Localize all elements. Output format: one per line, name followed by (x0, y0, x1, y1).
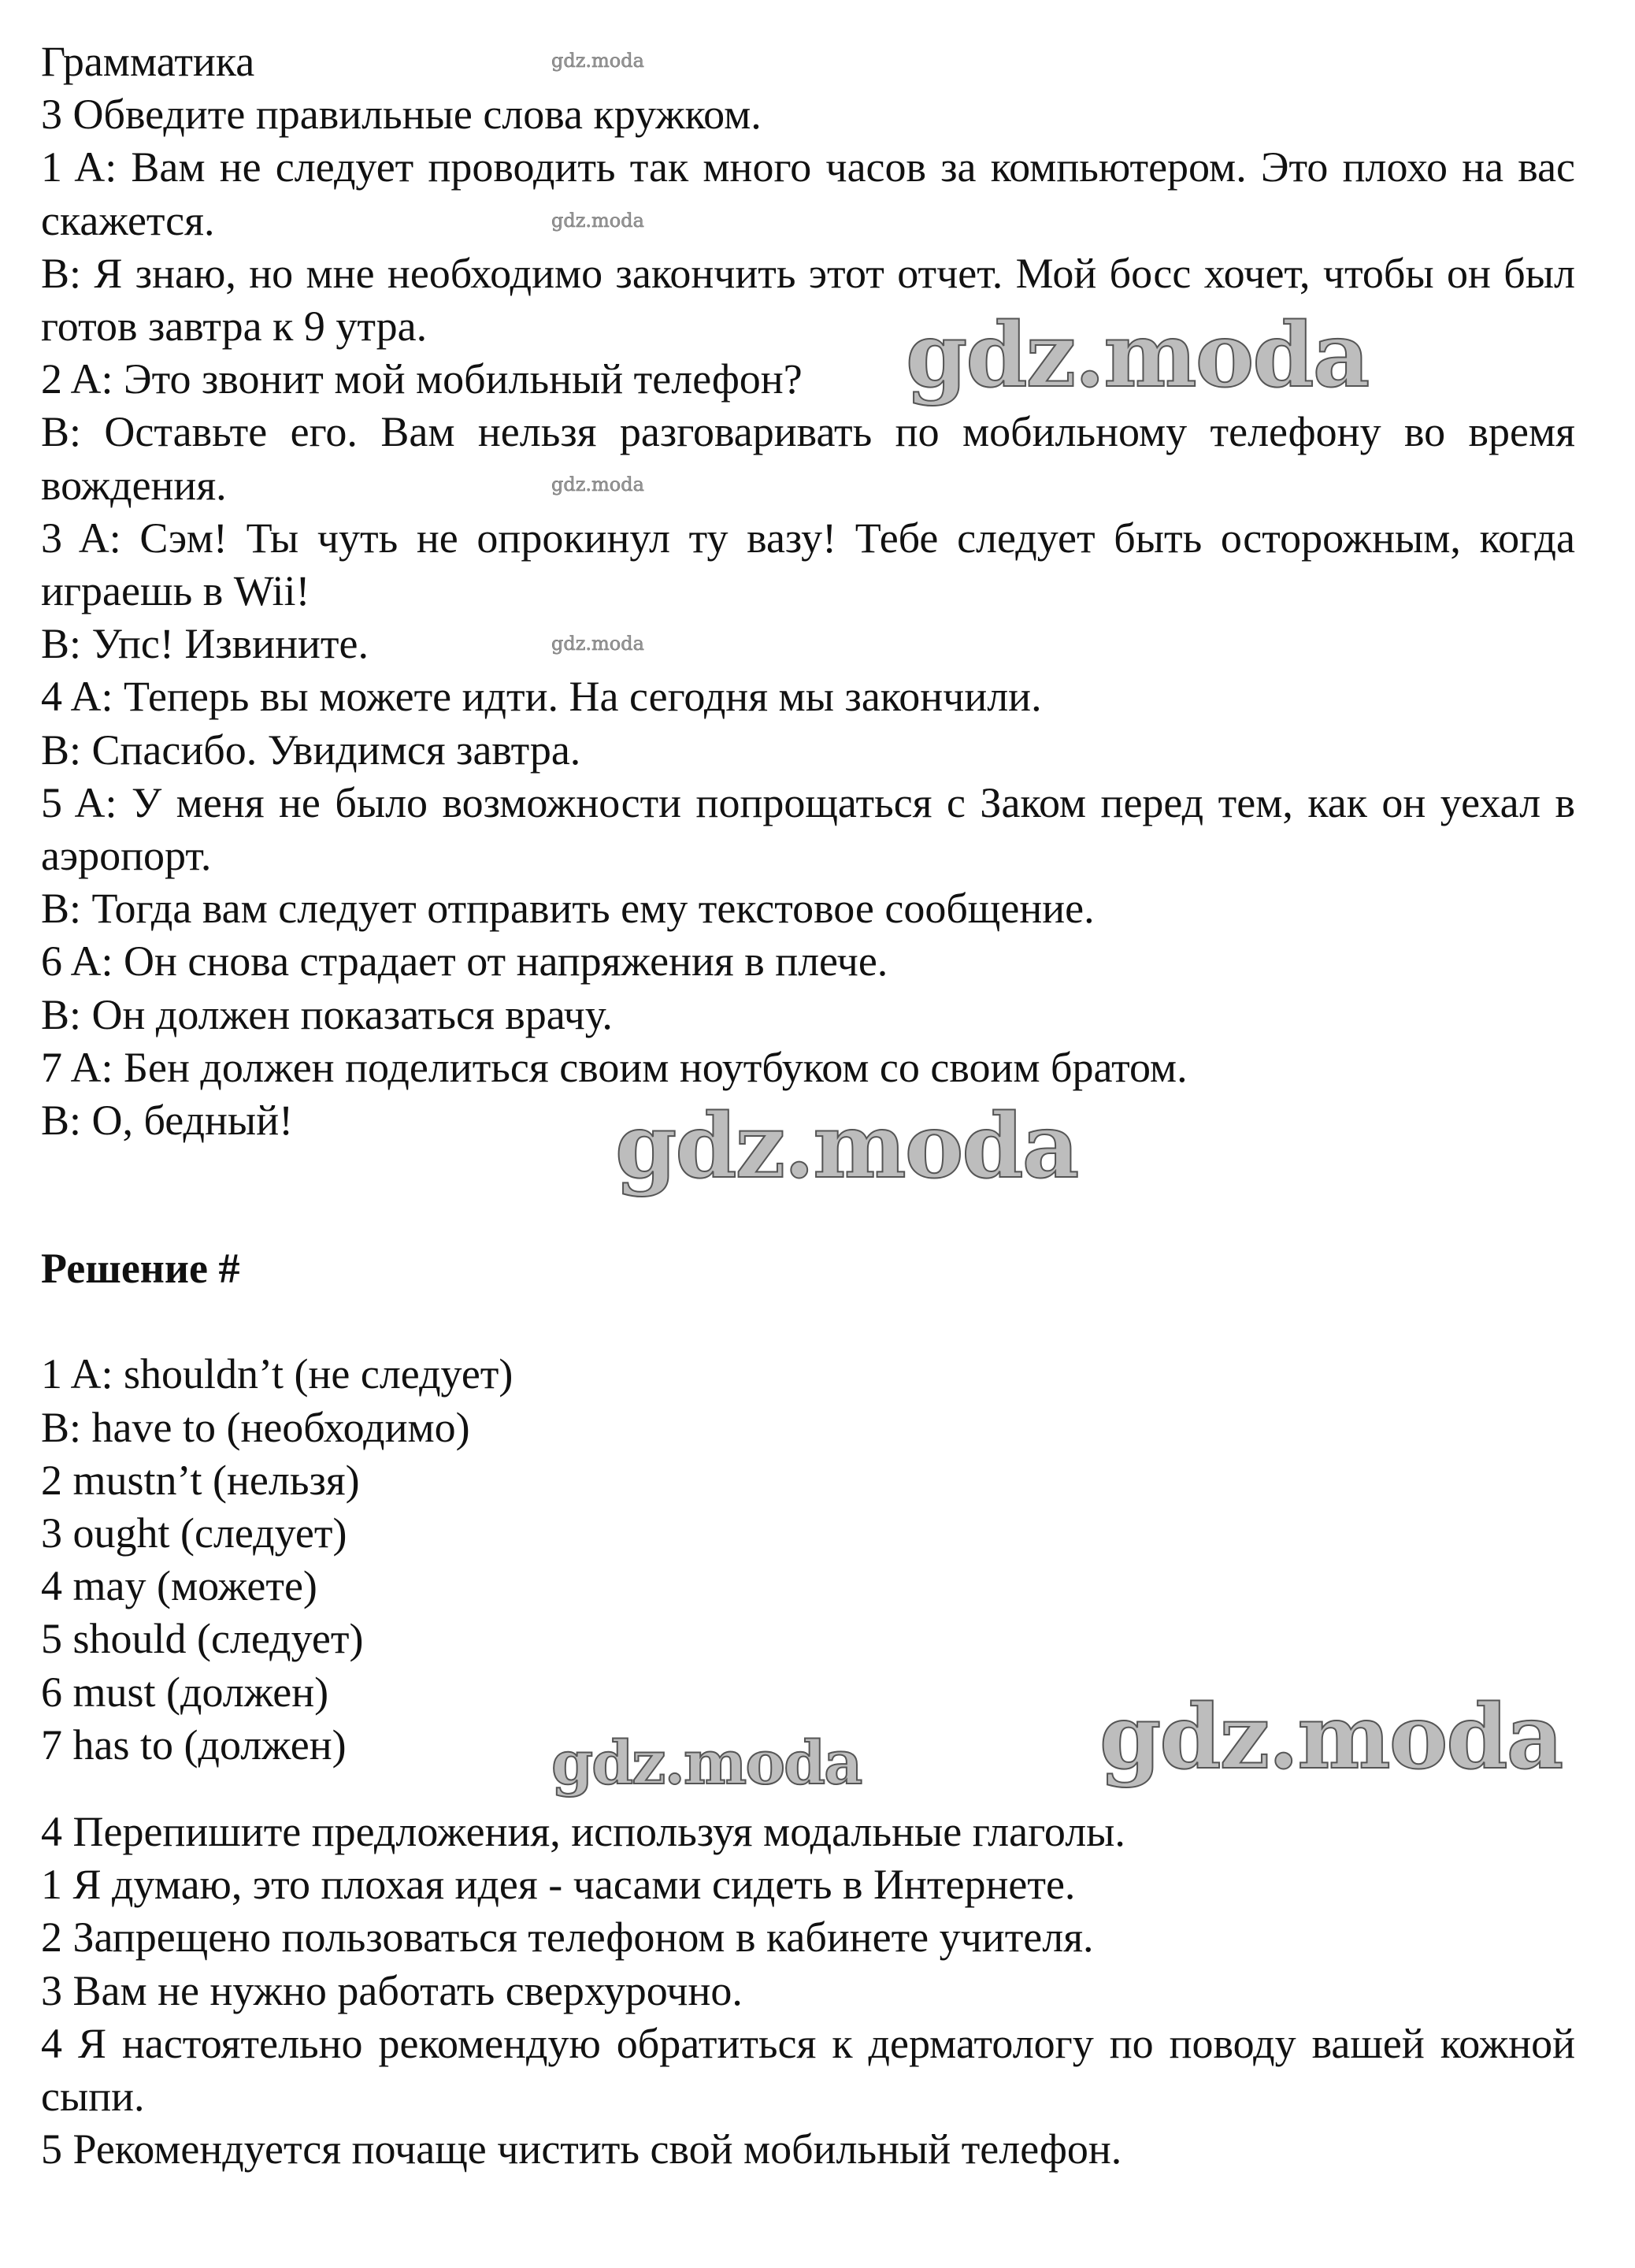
task-heading: 3 Обведите правильные слова кружком. (41, 91, 762, 139)
answer-line: 5 should (следует) (41, 1615, 364, 1663)
exercise-3 (41, 35, 1575, 1147)
watermark: gdz.moda (551, 633, 644, 655)
dialogue-line: B: Упс! Извините. (41, 620, 369, 668)
watermark: gdz.moda (551, 210, 644, 232)
sentence-line: 5 Рекомендуется почаще чистить свой мобильный телефон. (41, 2125, 1122, 2173)
watermark: gdz.moda (1099, 1686, 1563, 1789)
exercise-4 (41, 1806, 1575, 2176)
dialogue-line: B: Он должен показаться врачу. (41, 990, 613, 1038)
watermark: gdz.moda (551, 1728, 862, 1798)
sentence-line: 2 Запрещено пользоваться телефоном в кабинете учителя. (41, 1914, 1094, 1962)
dialogue-line: 6 A: Он снова страдает от напряжения в плече. (41, 937, 888, 986)
answer-line: 6 must (должен) (41, 1668, 329, 1716)
sentence-line: 3 Вам не нужно работать сверхурочно. (41, 1966, 743, 2014)
task-heading: 4 Перепишите предложения, используя модальные глаголы. (41, 1808, 1125, 1855)
dialogue-line: B: Тогда вам следует отправить ему текстовое сообщение. (41, 885, 1095, 933)
answer-line: 4 may (можете) (41, 1562, 317, 1610)
section-title: Грамматика (41, 38, 255, 85)
watermark: gdz.moda (551, 50, 644, 72)
watermark: gdz.moda (906, 304, 1369, 407)
sentence-line: 4 Я настоятельно рекомендую обратиться к дерматологу по поводу вашей кожной сыпи. (41, 2019, 1575, 2121)
answer-line: B: have to (необходимо) (41, 1403, 470, 1451)
answer-line: 1 A: shouldn’t (не следует) (41, 1350, 513, 1398)
answer-line: 7 has to (должен) (41, 1720, 347, 1769)
solution-heading: Решение # (41, 1245, 240, 1292)
dialogue-line: B: О, бедный! (41, 1097, 294, 1145)
dialogue-line: B: Я знаю, но мне необходимо закончить этот отчет. Мой босс хочет, чтобы он был готов завтра к 9 утра. (41, 249, 1575, 351)
dialogue-line: B: Оставьте его. Вам нельзя разговаривать по мобильному телефону во время вождения. (41, 408, 1575, 509)
dialogue-line: 2 A: Это звонит мой мобильный телефон? (41, 355, 803, 403)
dialogue-line: 1 A: Вам не следует проводить так много часов за компьютером. Это плохо на вас скажется. (41, 143, 1575, 244)
dialogue-line: 7 A: Бен должен поделиться своим ноутбуком со своим братом. (41, 1043, 1188, 1091)
dialogue-line: 3 A: Сэм! Ты чуть не опрокинул ту вазу! Тебе следует быть осторожным, когда играешь в Wii! (41, 514, 1575, 615)
dialogue-line: 4 A: Теперь вы можете идти. На сегодня мы закончили. (41, 673, 1042, 721)
dialogue-line: B: Спасибо. Увидимся завтра. (41, 726, 581, 774)
answer-line: 2 mustn’t (нельзя) (41, 1456, 360, 1504)
answer-line: 3 ought (следует) (41, 1509, 347, 1557)
sentence-line: 1 Я думаю, это плохая идея - часами сидеть в Интернете. (41, 1861, 1076, 1909)
watermark: gdz.moda (551, 473, 644, 496)
watermark: gdz.moda (615, 1095, 1078, 1198)
dialogue-line: 5 A: У меня не было возможности попрощаться с Заком перед тем, как он уехал в аэропорт. (41, 778, 1575, 880)
